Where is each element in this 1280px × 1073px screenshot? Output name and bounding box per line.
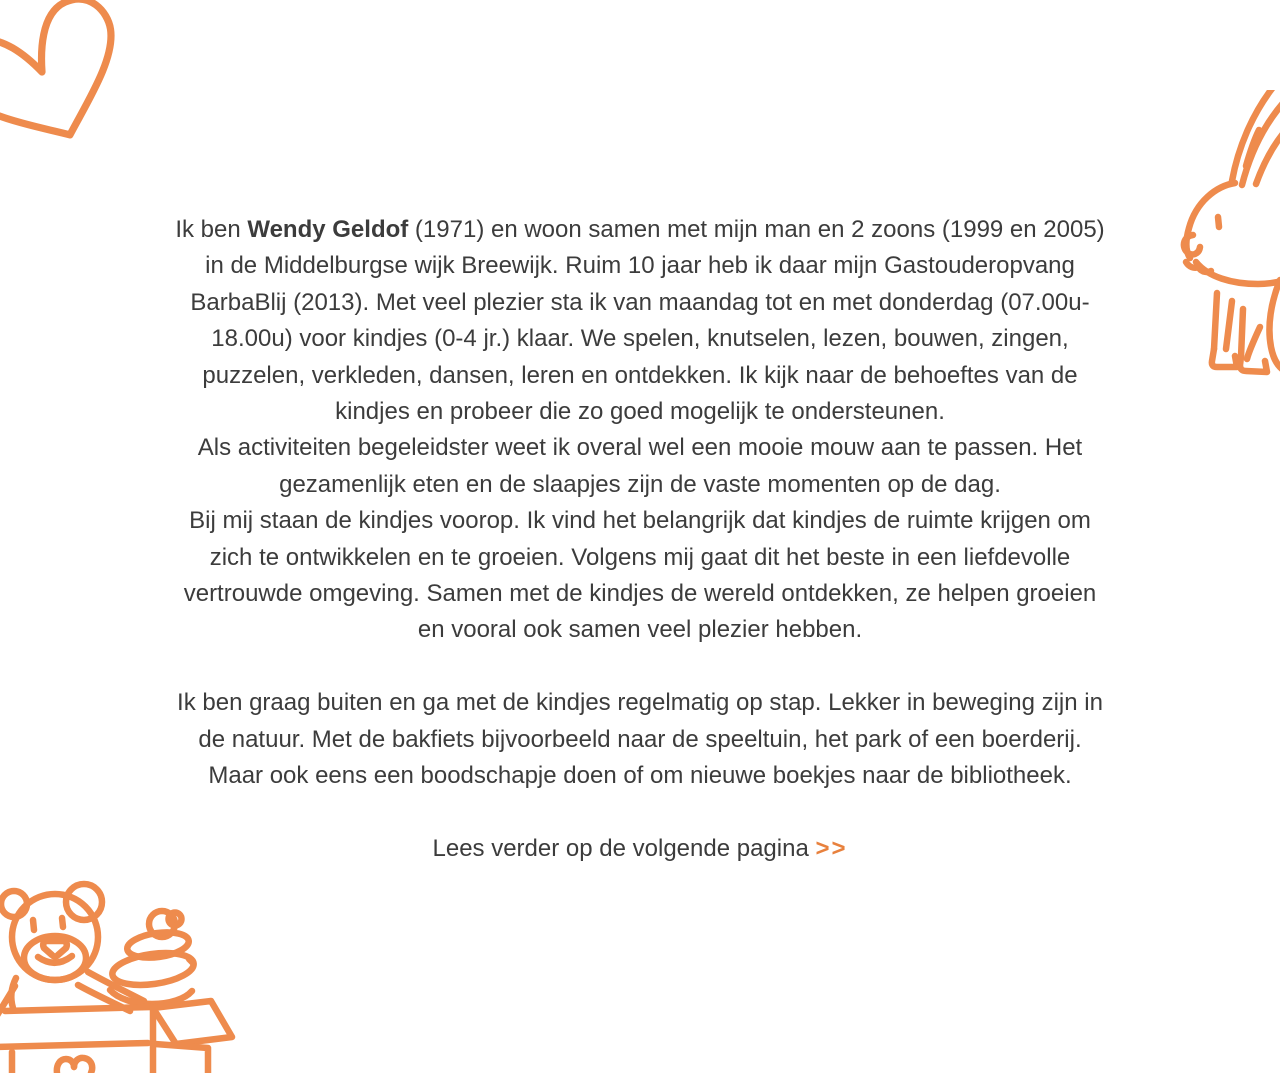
read-more-line xyxy=(0,831,1280,867)
next-page-link[interactable]: >> xyxy=(815,834,848,862)
text-line: de natuur. Met de bakfiets bijvoorbeeld naar de speeltuin, het park of een boerderij. xyxy=(198,725,1082,753)
teddy-bear-toybox-icon xyxy=(0,875,240,1073)
text-line: Als activiteiten begeleidster weet ik overal wel een mooie mouw aan te passen. Het xyxy=(197,434,1083,462)
paragraph-gap xyxy=(0,794,1280,830)
text-line: 18.00u) voor kindjes (0-4 jr.) klaar. We spelen, knutselen, lezen, bouwen, zingen, xyxy=(211,325,1069,353)
bio-text-block xyxy=(0,212,1280,867)
text-line: in de Middelburgse wijk Breewijk. Ruim 10 jaar heb ik daar mijn Gastouderopvang xyxy=(205,252,1075,280)
text-line: Maar ook eens een boodschapje doen of om nieuwe boekjes naar de bibliotheek. xyxy=(208,762,1072,790)
paragraph-gap xyxy=(0,649,1280,685)
read-more-text: Lees verder op de volgende pagina xyxy=(432,834,809,862)
text-line: vertrouwde omgeving. Samen met de kindjes de wereld ontdekken, ze helpen groeien xyxy=(183,580,1097,608)
bio-line1-prefix: Ik ben xyxy=(175,216,248,243)
person-name: Wendy Geldof xyxy=(247,216,409,243)
bio-line1-suffix: (1971) en woon samen met mijn man en 2 zoons (1999 en 2005) xyxy=(408,216,1105,243)
text-line: puzzelen, verkleden, dansen, leren en ontdekken. Ik kijk naar de behoeftes van de xyxy=(202,361,1078,389)
intro-paragraph xyxy=(0,248,1280,648)
heart-icon xyxy=(0,0,150,195)
outdoor-paragraph xyxy=(0,685,1280,794)
text-line: BarbaBlij (2013). Met veel plezier sta ik van maandag tot en met donderdag (07.00u- xyxy=(190,288,1090,316)
text-line: en vooral ook samen veel plezier hebben. xyxy=(417,616,863,644)
text-line: gezamenlijk eten en de slaapjes zijn de vaste momenten op de dag. xyxy=(279,470,1001,498)
text-line: Ik ben graag buiten en ga met de kindjes regelmatig op stap. Lekker in beweging zijn in xyxy=(177,689,1103,717)
bio-first-line xyxy=(0,212,1280,248)
text-line: zich te ontwikkelen en te groeien. Volgens mij gaat dit het beste in een liefdevolle xyxy=(209,543,1071,571)
text-line: Bij mij staan de kindjes voorop. Ik vind het belangrijk dat kindjes de ruimte krijgen om xyxy=(189,507,1091,535)
text-line: kindjes en probeer die zo goed mogelijk te ondersteunen. xyxy=(335,398,945,426)
